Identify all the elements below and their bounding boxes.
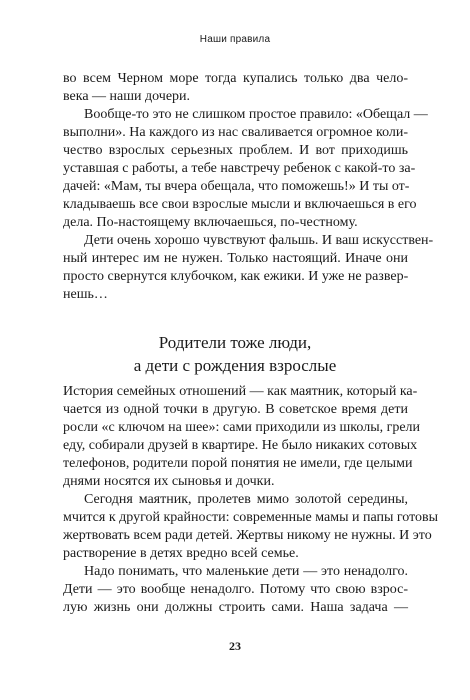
text-line: еду, собирали друзей в квартире. Не было никаких сотовых: [63, 438, 418, 453]
text-line: чество взрослых серьезных проблем. И вот приходишь: [63, 143, 408, 158]
text-line: Дети — это вообще ненадолго. Потому что свою взрос-: [63, 582, 408, 597]
text-line: жертвовать всем ради детей. Жертвы никому не нужны. И это: [63, 528, 432, 543]
text-line: просто свернутся клубочком, как ежики. И уже не развер-: [63, 269, 409, 284]
text-line: дела. По-настоящему включаешься, по-честному.: [63, 215, 358, 230]
page-number: 23: [229, 639, 241, 653]
text-line: во всем Черном море тогда купались только два чело-: [63, 71, 408, 86]
text-line: мчится к другой крайности: современные мамы и папы готовы: [63, 510, 439, 525]
text-line: кладываешь все свои взрослые мысли и включаешься в его: [63, 197, 417, 212]
text-line: Сегодня маятник, пролетев мимо золотой середины,: [84, 492, 408, 507]
text-line: Надо понимать, что маленькие дети — это ненадолго.: [84, 564, 408, 579]
text-line: Вообще-то это не слишком простое правило: «Обещал —: [84, 107, 428, 122]
text-line: История семейных отношений — как маятник, который ка-: [63, 384, 418, 399]
text-line: росли «с ключом на шее»: сами приходили из школы, грели: [63, 420, 421, 435]
text-line: Дети очень хорошо чувствуют фальшь. И ваш искусствен-: [84, 233, 434, 248]
heading-line: а дети с рождения взрослые: [133, 356, 337, 375]
text-line: выполни». На каждого из нас сваливается огромное коли-: [63, 125, 409, 140]
paragraph-block-1: [63, 70, 434, 304]
text-line: днями носятся их сыновья и дочки.: [63, 474, 275, 489]
heading-line: Родители тоже люди,: [158, 333, 312, 352]
text-line: дачей: «Мам, ты вчера обещала, что поможешь!» И ты от-: [63, 179, 410, 194]
text-line: чается из одной точки в другую. В советское время дети: [63, 402, 408, 417]
paragraph-block-2: [63, 383, 439, 617]
text-line: ный интерес им не нужен. Только настоящий. Иначе они: [63, 251, 408, 266]
text-line: лую жизнь они должны строить сами. Наша задача —: [63, 600, 408, 615]
text-line: уставшая с работы, а тебе навстречу ребенок с какой-то за-: [63, 161, 416, 176]
running-head: Наши правила: [199, 34, 271, 45]
text-line: века — наши дочери.: [63, 89, 191, 104]
text-line: растворение в детях вредно всей семье.: [63, 546, 299, 561]
text-line: нешь…: [63, 287, 108, 302]
text-line: телефонов, родители порой понятия не имели, где целыми: [63, 456, 413, 471]
section-heading: [0, 331, 470, 377]
